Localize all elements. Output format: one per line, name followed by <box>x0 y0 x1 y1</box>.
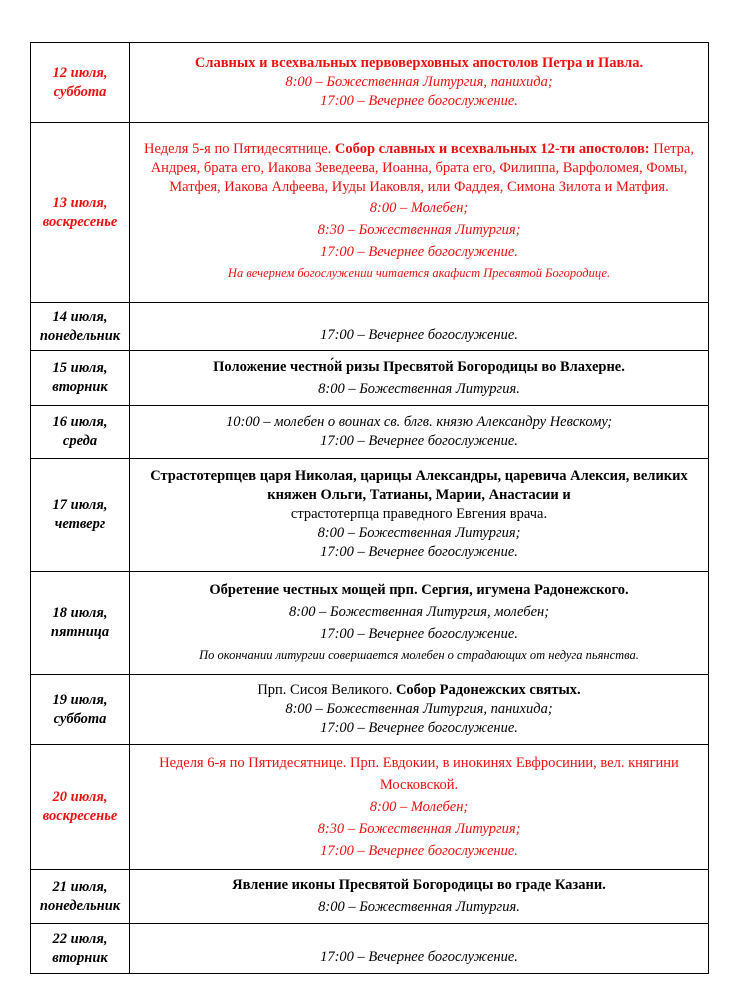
date: 18 июля, <box>52 605 108 621</box>
feast-title: Явление иконы Пресвятой Богородицы во граде Казани. <box>232 877 606 893</box>
services-cell <box>130 406 709 459</box>
date: 17 июля, <box>52 497 108 513</box>
services-cell <box>130 745 709 870</box>
service-time: 10:00 – молебен о воинах св. блгв. князю Александру Невскому; <box>225 413 613 430</box>
service-time: 17:00 – Вечернее богослужение. <box>320 719 518 736</box>
date: 14 июля, <box>52 308 108 325</box>
feast-title <box>138 140 700 197</box>
weekday: вторник <box>52 379 108 395</box>
service-time: 8:00 – Божественная Литургия, молебен; <box>288 604 550 620</box>
feast-title: Положение честно́й ризы Пресвятой Богородицы во Влахерне. <box>213 358 625 375</box>
weekday: суббота <box>53 83 107 100</box>
date: 12 июля, <box>52 64 108 81</box>
feast-title: Неделя 6-я по Пятидесятнице. Прп. Евдокии, в инокинях Евфросинии, вел. княгини Московской. <box>159 754 679 793</box>
date: 15 июля, <box>52 360 108 376</box>
date-cell <box>31 459 130 572</box>
services-cell <box>130 351 709 406</box>
date-cell <box>31 675 130 745</box>
weekday: четверг <box>54 516 106 532</box>
date-cell <box>31 924 130 974</box>
service-time: 17:00 – Вечернее богослужение. <box>320 92 518 109</box>
date: 20 июля, <box>52 789 108 805</box>
weekday: суббота <box>53 710 107 727</box>
date-cell <box>31 123 130 303</box>
service-time: 17:00 – Вечернее богослужение. <box>320 626 518 642</box>
feast-title: Славных и всехвальных первоверховных апостолов Петра и Павла. <box>194 54 644 71</box>
date-cell <box>31 406 130 459</box>
services-cell <box>130 43 709 123</box>
service-time: 17:00 – Вечернее богослужение. <box>320 327 518 343</box>
service-time: 8:00 – Божественная Литургия, панихида; <box>285 73 553 90</box>
schedule-row <box>31 303 709 351</box>
date-cell <box>31 572 130 675</box>
weekday: вторник <box>52 949 108 966</box>
schedule-row <box>31 870 709 924</box>
services-cell <box>130 572 709 675</box>
services-cell <box>130 675 709 745</box>
service-time: 17:00 – Вечернее богослужение. <box>320 244 518 260</box>
service-time: 8:00 – Молебен; <box>369 798 469 815</box>
feast-prefix: Неделя 5-я по Пятидесятнице. <box>144 141 332 157</box>
feast-title: Обретение честных мощей прп. Сергия, игумена Радонежского. <box>209 582 629 598</box>
schedule-row <box>31 924 709 974</box>
date-cell <box>31 351 130 406</box>
feast-bold: Собор Радонежских святых. <box>395 681 581 698</box>
date-cell <box>31 745 130 870</box>
schedule-row <box>31 459 709 572</box>
weekday: понедельник <box>39 897 121 914</box>
services-cell <box>130 123 709 303</box>
service-time: 8:30 – Божественная Литургия; <box>317 820 521 837</box>
schedule-row <box>31 745 709 870</box>
weekday: понедельник <box>39 327 121 344</box>
services-cell <box>130 459 709 572</box>
date-cell <box>31 303 130 351</box>
feast-rest: страстотерпца праведного Евгения врача. <box>290 506 548 522</box>
weekday: среда <box>62 433 98 449</box>
schedule-row <box>31 123 709 303</box>
service-note: По окончании литургии совершается молебен о страдающих от недуга пьянства. <box>199 648 639 662</box>
feast-prefix: Прп. Сисоя Великого. <box>257 681 393 698</box>
date: 22 июля, <box>52 930 108 947</box>
services-cell <box>130 303 709 351</box>
service-time: 8:00 – Божественная Литургия. <box>318 380 520 397</box>
date: 19 июля, <box>52 691 108 708</box>
service-time: 8:00 – Божественная Литургия, панихида; <box>285 700 553 717</box>
schedule-table <box>30 42 709 974</box>
service-time: 17:00 – Вечернее богослужение. <box>320 842 518 859</box>
service-time: 17:00 – Вечернее богослужение. <box>320 949 518 965</box>
service-time: 8:00 – Божественная Литургия. <box>318 899 520 915</box>
service-time: 17:00 – Вечернее богослужение. <box>320 544 518 560</box>
service-time: 17:00 – Вечернее богослужение. <box>320 432 518 449</box>
weekday: воскресенье <box>42 808 118 824</box>
service-note: На вечернем богослужении читается акафист Пресвятой Богородице. <box>227 266 611 280</box>
feast-rest: Петра, Андрея, брата его, Иакова Зеведеева, Иоанна, брата его, Филиппа, Варфоломея, Фомы, Матфея, Иакова Алфеева, Иуды Иаковля, или Фаддея, Симона Зилота и Матфия. <box>150 141 694 195</box>
service-time: 8:30 – Божественная Литургия; <box>317 222 521 238</box>
services-cell <box>130 924 709 974</box>
services-cell <box>130 870 709 924</box>
schedule-row <box>31 675 709 745</box>
feast-title: Страстотерпцев царя Николая, царицы Александры, царевича Алексия, великих княжен Ольги, Татианы, Марии, Анастасии и <box>150 468 688 503</box>
schedule-row <box>31 406 709 459</box>
feast-bold: Собор славных и всехвальных 12-ти апостолов: <box>334 141 650 157</box>
weekday: пятница <box>50 624 110 640</box>
service-time: 8:00 – Божественная Литургия; <box>317 525 521 541</box>
date-cell <box>31 43 130 123</box>
feast-title <box>138 681 700 700</box>
date: 21 июля, <box>52 878 108 895</box>
date: 13 июля, <box>52 194 108 211</box>
date-cell <box>31 870 130 924</box>
schedule-row <box>31 43 709 123</box>
schedule-row <box>31 572 709 675</box>
service-time: 8:00 – Молебен; <box>369 200 469 216</box>
schedule-row <box>31 351 709 406</box>
date: 16 июля, <box>52 414 108 430</box>
weekday: воскресенье <box>42 213 118 230</box>
